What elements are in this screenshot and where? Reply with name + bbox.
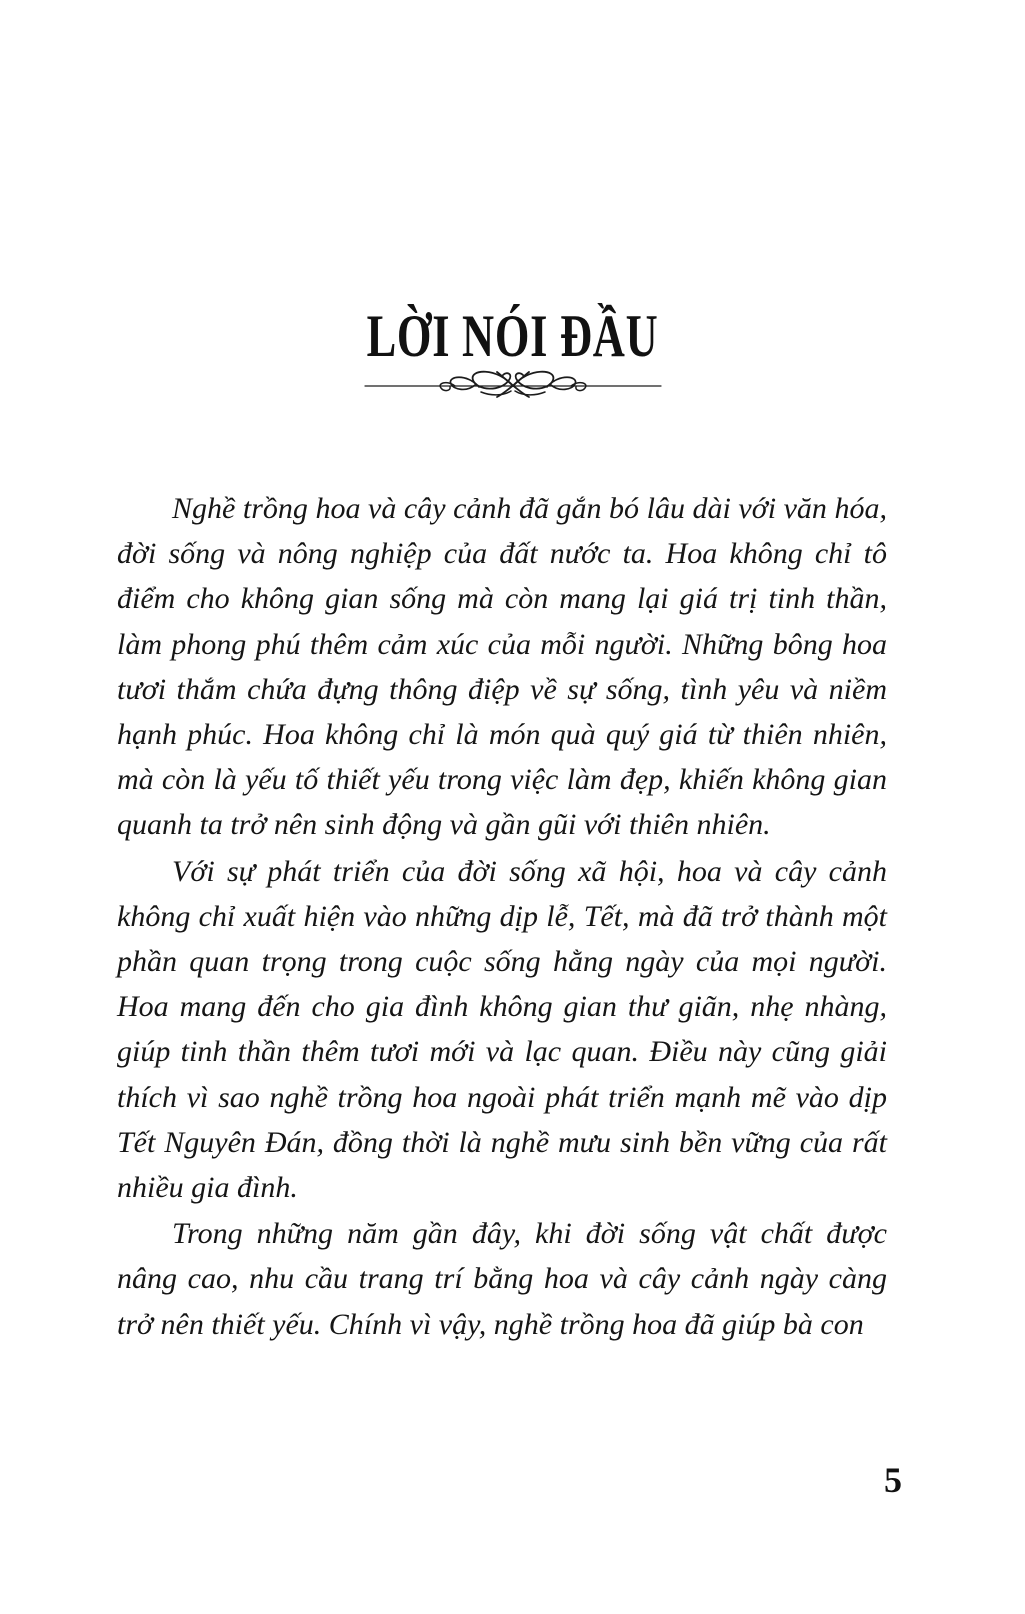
paragraph-3: Trong những năm gần đây, khi đời sống vật chất được nâng cao, nhu cầu trang trí bằng hoa và cây cảnh ngày càng trở nên thiết yếu. Chính vì vậy, nghề trồng hoa đã giúp bà con — [117, 1217, 887, 1341]
page-title: LỜI NÓI ĐẦU — [366, 303, 659, 369]
paragraph-2: Với sự phát triển của đời sống xã hội, hoa và cây cảnh không chỉ xuất hiện vào những dịp lễ, Tết, mà đã trở thành một phần quan trọng trong cuộc sống hằng ngày của mọi người. Hoa mang đến cho gia đình không gian thư giãn, nhẹ nhàng, giúp tinh thần thêm tươi mới và lạc quan. Điều này cũng giải thích vì sao nghề trồng hoa ngoài phát triển mạnh mẽ vào dịp Tết Nguyên Đán, đồng thời là nghề mưu sinh bền vững của rất nhiều gia đình. — [117, 854, 887, 1205]
preface-body — [117, 486, 887, 1348]
flourish-icon — [363, 364, 663, 402]
paragraph-1: Nghề trồng hoa và cây cảnh đã gắn bó lâu dài với văn hóa, đời sống và nông nghiệp của đất nước ta. Hoa không chỉ tô điểm cho không gian sống mà còn mang lại giá trị tinh thần, làm phong phú thêm cảm xúc của mỗi người. Những bông hoa tươi thắm chứa đựng thông điệp về sự sống, tình yêu và niềm hạnh phúc. Hoa không chỉ là món quà quý giá từ thiên nhiên, mà còn là yếu tố thiết yếu trong việc làm đẹp, khiến không gian quanh ta trở nên sinh động và gần gũi với thiên nhiên. — [117, 492, 887, 842]
page-number: 5 — [884, 1460, 902, 1500]
ornament-divider — [0, 364, 1025, 402]
